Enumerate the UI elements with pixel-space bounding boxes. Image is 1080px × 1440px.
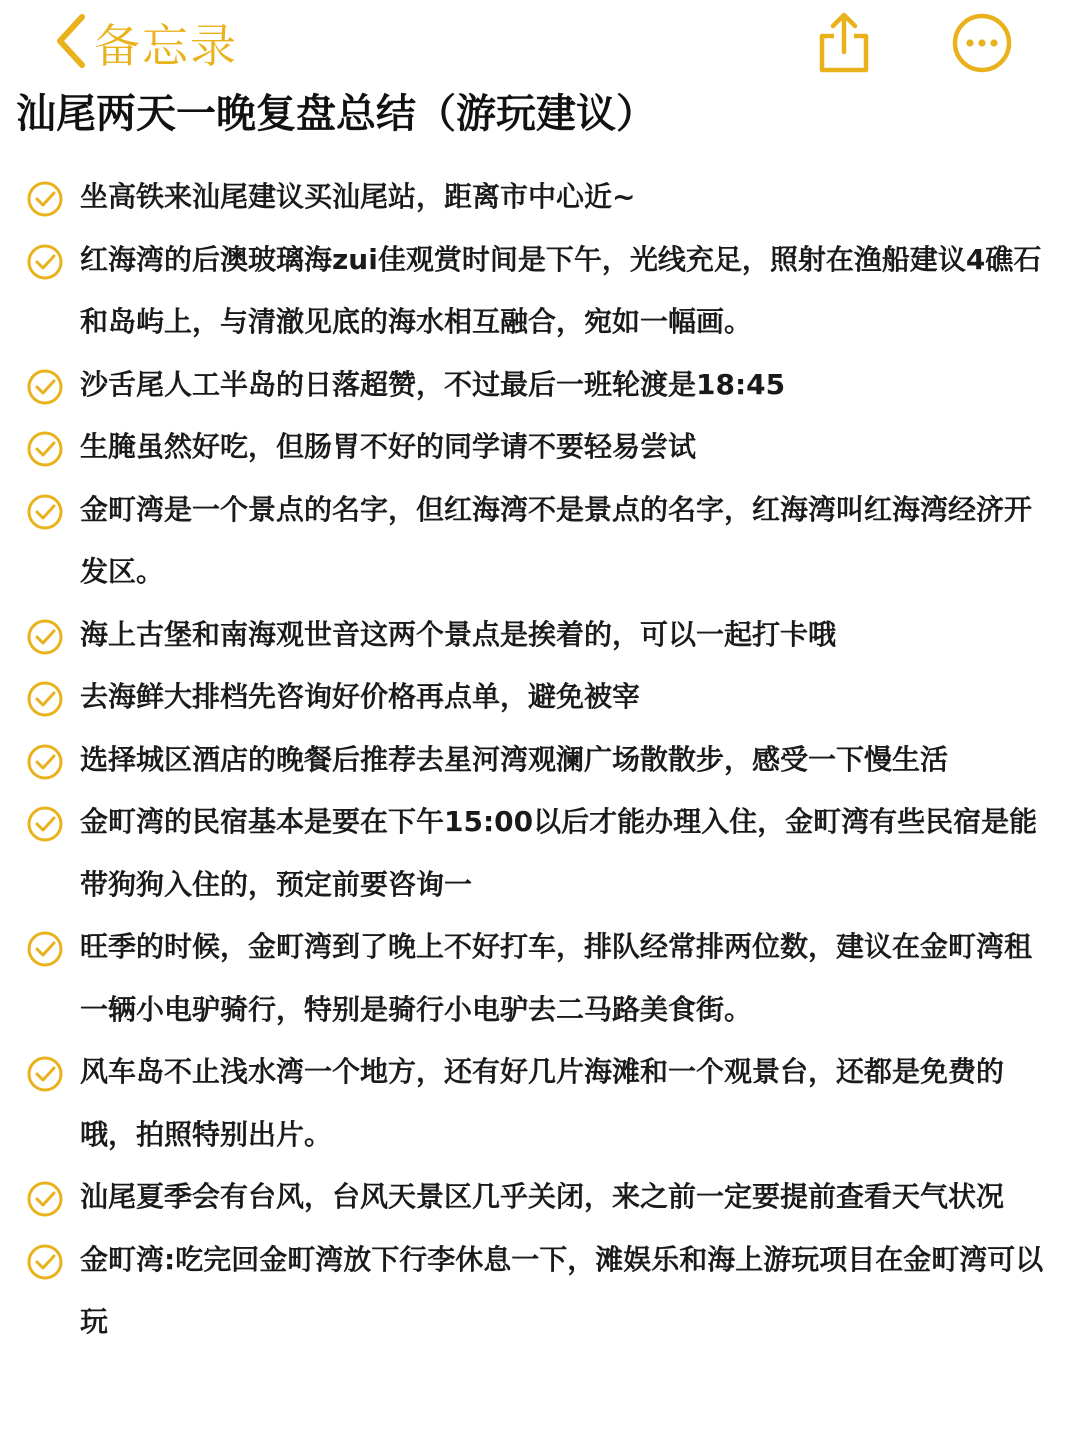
note-title[interactable]: 汕尾两天一晚复盘总结（游玩建议） bbox=[16, 91, 656, 137]
checklist-item-text: 海上古堡和南海观世音这两个景点是挨着的，可以一起打卡哦 bbox=[80, 617, 837, 651]
checklist-item-text: 汕尾夏季会有台风，台风天景区几乎关闭，来之前一定要提前查看天气状况 bbox=[80, 1180, 1005, 1213]
share-icon bbox=[816, 59, 872, 78]
check-circle-icon[interactable] bbox=[26, 1241, 64, 1304]
checklist-item-text: 金町湾是一个景点的名字，但红海湾不是景点的名字，红海湾叫红海湾经济开发区。 bbox=[80, 492, 1033, 588]
checklist-item-text: 去海鲜大排档先咨询好价格再点单，避免被宰 bbox=[80, 680, 641, 713]
checklist-item-text: 旺季的时候，金町湾到了晚上不好打车，排队经常排两位数，建议在金町湾租一辆小电驴骑行，特别是骑行小电驴去二马路美食街。 bbox=[80, 930, 1033, 1026]
checklist-item-text: 坐高铁来汕尾建议买汕尾站，距离市中心近~ bbox=[80, 180, 636, 213]
checklist-item-text: 沙舌尾人工半岛的日落超赞，不过最后一班轮渡是18:45 bbox=[80, 367, 786, 401]
checklist-item[interactable] bbox=[0, 354, 1080, 417]
check-circle-icon[interactable] bbox=[26, 241, 64, 304]
check-circle-icon[interactable] bbox=[26, 928, 64, 991]
checklist-item[interactable] bbox=[0, 479, 1080, 604]
chevron-left-icon bbox=[52, 11, 88, 75]
more-button[interactable] bbox=[950, 12, 1014, 78]
checklist-item[interactable] bbox=[0, 1229, 1080, 1354]
check-circle-icon[interactable] bbox=[26, 1053, 64, 1116]
checklist-item[interactable] bbox=[0, 604, 1080, 667]
back-button[interactable] bbox=[52, 12, 238, 74]
checklist-item-text: 风车岛不止浅水湾一个地方，还有好几片海滩和一个观景台，还都是免费的哦，拍照特别出片。 bbox=[80, 1055, 1005, 1151]
checklist-item[interactable] bbox=[0, 1166, 1080, 1229]
checklist-item[interactable] bbox=[0, 166, 1080, 229]
checklist-item-text: 生腌虽然好吃，但肠胃不好的同学请不要轻易尝试 bbox=[80, 430, 697, 463]
back-label: 备忘录 bbox=[94, 19, 238, 73]
check-circle-icon[interactable] bbox=[26, 803, 64, 866]
more-icon bbox=[950, 59, 1014, 78]
check-circle-icon[interactable] bbox=[26, 491, 64, 554]
checklist-item-text: 金町湾的民宿基本是要在下午15:00以后才能办理入住，金町湾有些民宿是能带狗狗入住的，预定前要咨询一 bbox=[80, 805, 1038, 901]
checklist-item[interactable] bbox=[0, 1041, 1080, 1166]
checklist-item[interactable] bbox=[0, 791, 1080, 916]
checklist bbox=[0, 166, 1080, 1354]
share-button[interactable] bbox=[816, 12, 872, 78]
nav-bar bbox=[0, 0, 1080, 86]
checklist-item[interactable] bbox=[0, 729, 1080, 792]
checklist-item-text: 金町湾:吃完回金町湾放下行李休息一下，滩娱乐和海上游玩项目在金町湾可以玩 bbox=[80, 1242, 1044, 1338]
checklist-item[interactable] bbox=[0, 416, 1080, 479]
checklist-item-text: 选择城区酒店的晚餐后推荐去星河湾观澜广场散散步，感受一下慢生活 bbox=[80, 742, 949, 776]
checklist-item-text: 红海湾的后澳玻璃海zui佳观赏时间是下午，光线充足，照射在渔船建议4礁石和岛屿上，与清澈见底的海水相互融合，宛如一幅画。 bbox=[80, 242, 1042, 338]
checklist-item[interactable] bbox=[0, 916, 1080, 1041]
checklist-item[interactable] bbox=[0, 666, 1080, 729]
checklist-item[interactable] bbox=[0, 229, 1080, 354]
